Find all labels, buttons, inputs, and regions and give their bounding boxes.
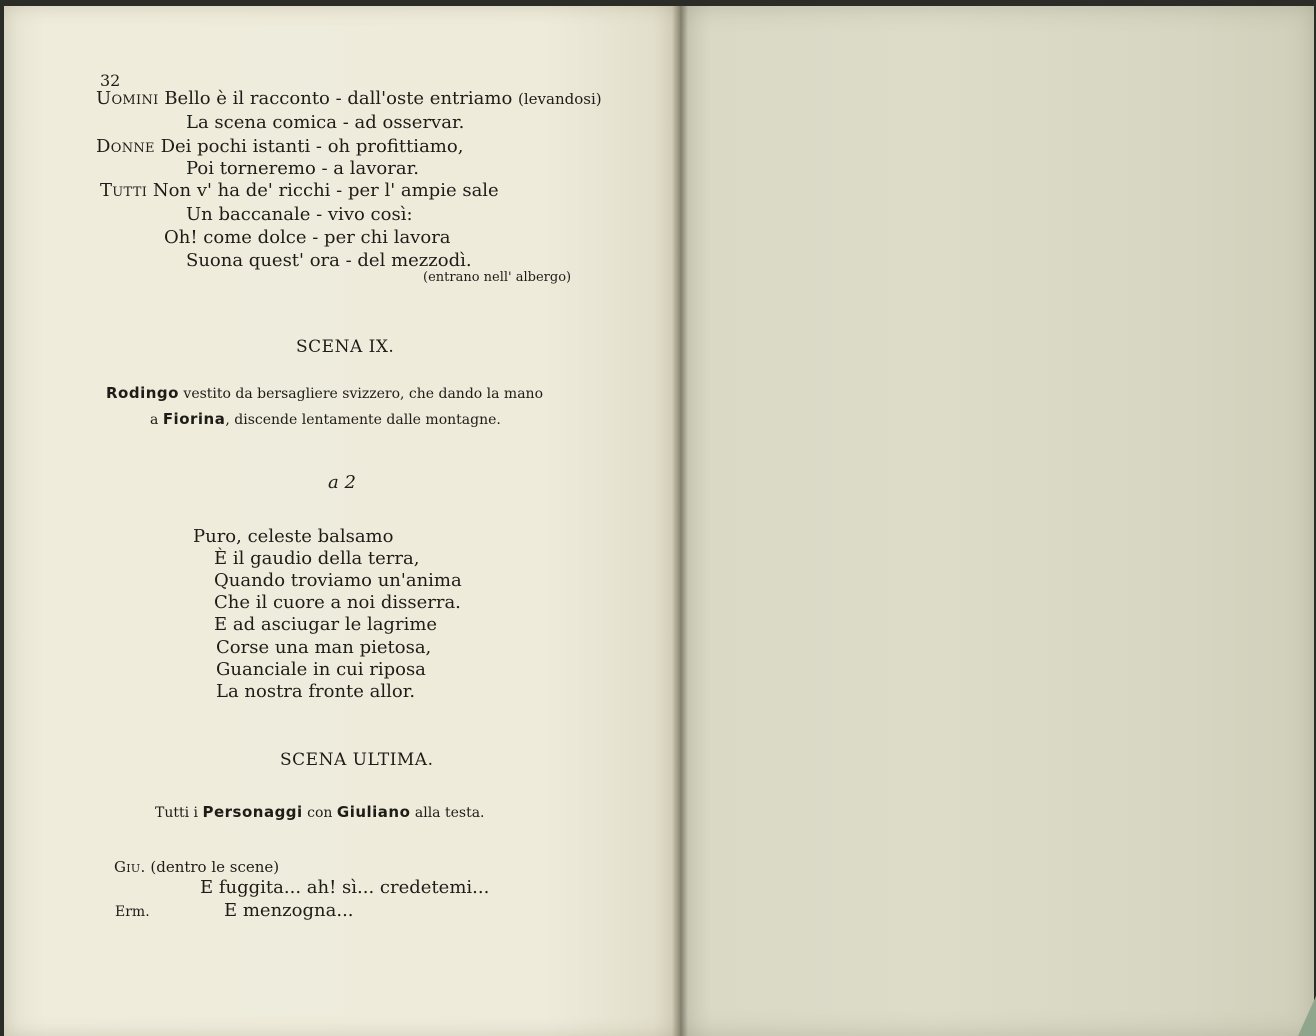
verse-line-2: È il gaudio della terra, xyxy=(214,548,420,569)
chorus-line-8: Suona quest' ora - del mezzodì. xyxy=(186,250,472,271)
speaker-donne: Donne xyxy=(96,136,155,157)
character-rodingo: Rodingo xyxy=(106,384,179,402)
dialogue-giu-header xyxy=(114,858,279,876)
right-page-blank xyxy=(680,6,1314,1036)
verse-line-4: Che il cuore a noi disserra. xyxy=(214,592,461,613)
scene-ix-description-2 xyxy=(150,410,501,428)
chorus-line-3 xyxy=(96,136,463,158)
speaker-tutti: Tutti xyxy=(100,180,148,201)
chorus-text-5: Non v' ha de' ricchi - per l' ampie sale xyxy=(152,180,499,201)
verse-line-1: Puro, celeste balsamo xyxy=(193,526,394,547)
stage-direction-dentro: (dentro le scene) xyxy=(150,858,280,876)
verse-line-8: La nostra fronte allor. xyxy=(216,681,416,702)
scene-heading-ix: SCENA IX. xyxy=(296,337,395,357)
character-fiorina: Fiorina xyxy=(162,410,226,428)
scene-ultima-mid: con xyxy=(307,805,333,821)
speaker-uomini: Uomini xyxy=(96,88,159,109)
scene-ultima-description xyxy=(155,803,485,821)
chorus-line-5 xyxy=(100,180,499,202)
chorus-line-6: Un baccanale - vivo così: xyxy=(186,204,413,225)
chorus-line-4: Poi torneremo - a lavorar. xyxy=(186,158,419,179)
chorus-line-1 xyxy=(96,88,602,110)
duet-label: a 2 xyxy=(328,472,356,493)
verse-line-6: Corse una man pietosa, xyxy=(216,637,432,658)
stage-direction-levandosi: (levandosi) xyxy=(518,90,602,108)
scene-ix-desc-text-2: , discende lentamente dalle montagne. xyxy=(225,412,501,428)
speaker-giu: Giu. xyxy=(114,858,146,876)
speaker-erm: Erm. xyxy=(115,904,150,920)
scene-ix-prep: a xyxy=(150,412,159,428)
character-personaggi: Personaggi xyxy=(202,803,303,821)
chorus-line-7: Oh! come dolce - per chi lavora xyxy=(164,227,451,248)
chorus-text-3: Dei pochi istanti - oh profittiamo, xyxy=(160,136,464,157)
character-giuliano: Giuliano xyxy=(336,803,411,821)
scene-ix-desc-text-1: vestito da bersagliere svizzero, che dando la mano xyxy=(183,386,543,402)
dialogue-erm-line: E menzogna... xyxy=(224,900,354,921)
dialogue-giu-line: E fuggita... ah! sì... credetemi... xyxy=(200,877,490,898)
verse-line-7: Guanciale in cui riposa xyxy=(216,659,426,680)
verse-line-5: E ad asciugar le lagrime xyxy=(214,614,438,635)
stage-direction-exit: (entrano nell' albergo) xyxy=(423,270,572,285)
scene-ix-description-1 xyxy=(106,384,543,402)
scene-ultima-post: alla testa. xyxy=(414,805,485,821)
page-number: 32 xyxy=(100,71,121,90)
scene-heading-ultima: SCENA ULTIMA. xyxy=(280,750,434,770)
scene-ultima-pre: Tutti i xyxy=(155,805,199,821)
book-gutter xyxy=(672,6,688,1036)
chorus-text-1: Bello è il racconto - dall'oste entriamo xyxy=(164,88,513,109)
verse-line-3: Quando troviamo un'anima xyxy=(214,570,462,591)
chorus-line-2: La scena comica - ad osservar. xyxy=(186,112,465,133)
